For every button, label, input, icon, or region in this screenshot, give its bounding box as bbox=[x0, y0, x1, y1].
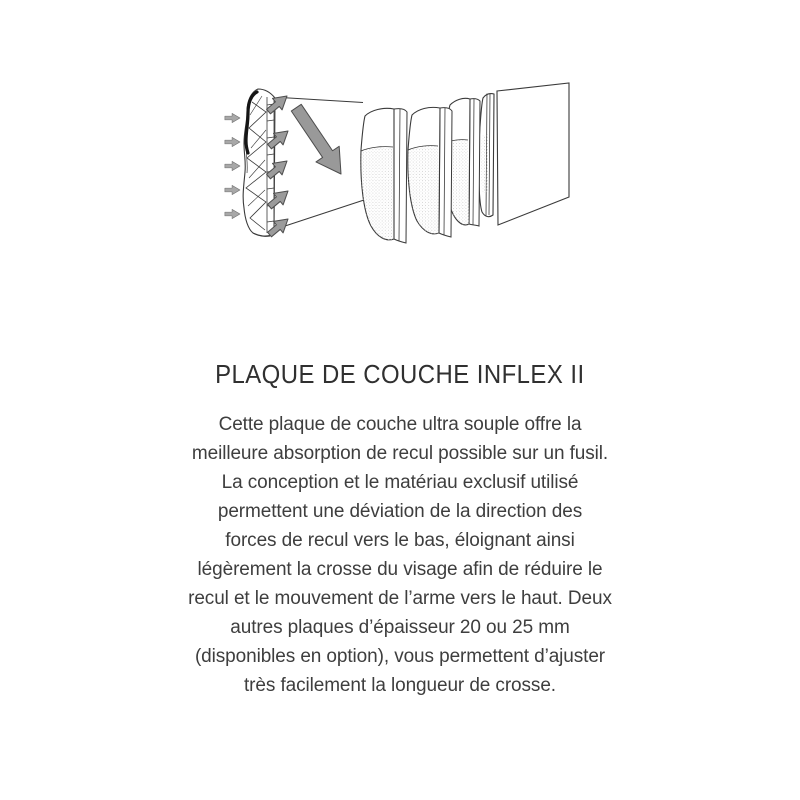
pad-layer-1 bbox=[361, 108, 407, 243]
downward-deflection-arrow bbox=[285, 100, 353, 182]
stock-end-plate bbox=[497, 83, 569, 225]
inflex-pad-technical-illustration bbox=[0, 0, 800, 270]
description-line: forces de recul vers le bas, éloignant ainsi bbox=[225, 530, 575, 551]
description-line: permettent une déviation de la direction des bbox=[217, 501, 583, 522]
description-line: recul et le mouvement de l’arme vers le haut. Deux bbox=[188, 588, 612, 609]
description-line: meilleure absorption de recul possible sur un fusil. bbox=[191, 443, 609, 464]
description-line: très facilement la longueur de crosse. bbox=[244, 675, 556, 696]
description-line: La conception et le matériau exclusif utilisé bbox=[221, 472, 579, 493]
description-line: autres plaques d’épaisseur 20 ou 25 mm bbox=[230, 617, 570, 638]
page-title bbox=[0, 354, 800, 391]
pad-layer-4 bbox=[479, 94, 494, 217]
description-line: (disponibles en option), vous permettent d’ajuster bbox=[194, 646, 606, 667]
page-title-text: PLAQUE DE COUCHE INFLEX II bbox=[215, 359, 585, 389]
pad-layer-2 bbox=[408, 107, 452, 237]
product-description bbox=[100, 410, 700, 700]
description-line: légèrement la crosse du visage afin de réduire le bbox=[197, 559, 603, 580]
input-force-arrows bbox=[225, 113, 240, 218]
description-line: Cette plaque de couche ultra souple offre la bbox=[218, 414, 582, 435]
